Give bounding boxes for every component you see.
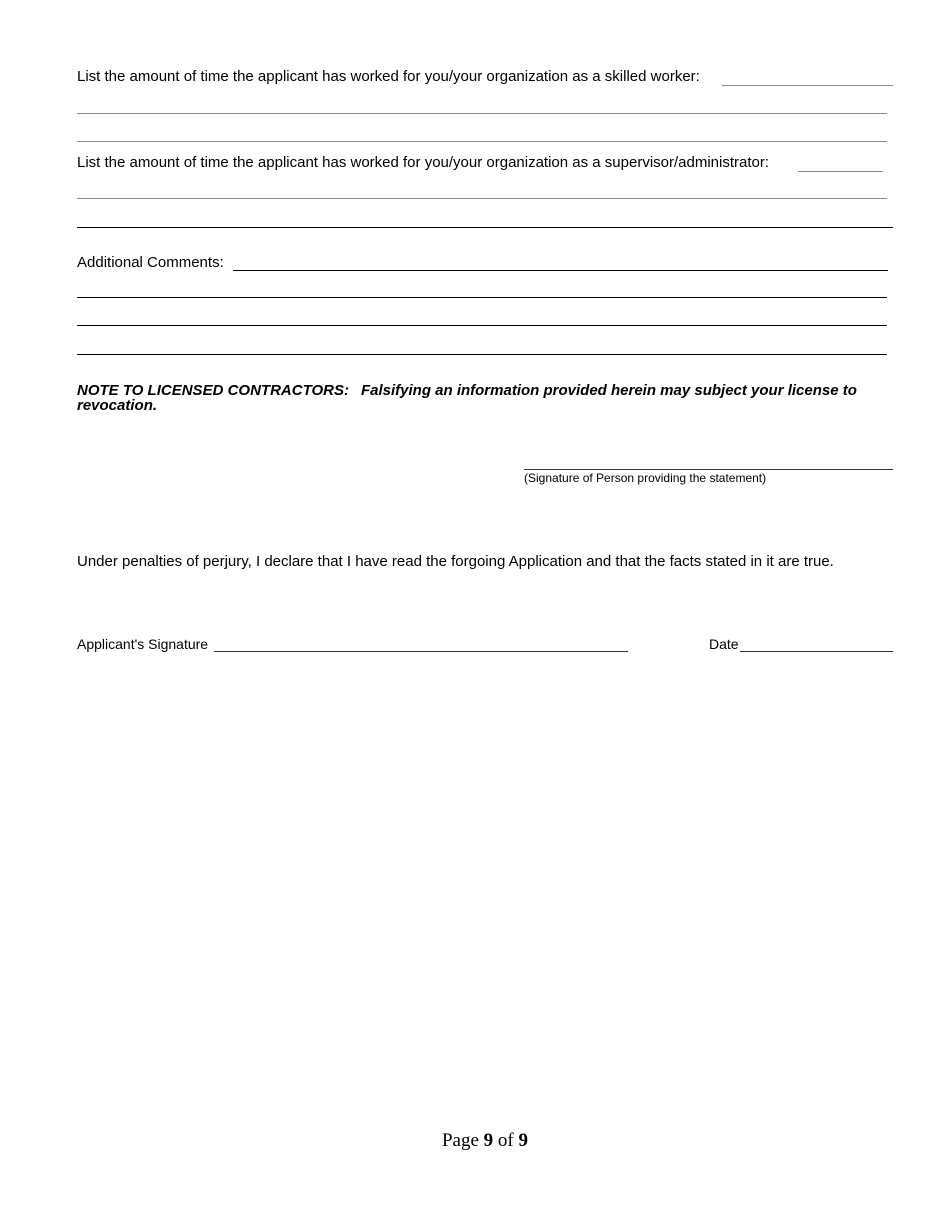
skilled-worker-label: List the amount of time the applicant has worked for you/your organization as a skilled worker: — [77, 68, 700, 85]
perjury-declaration: Under penalties of perjury, I declare that I have read the forgoing Application and that the facts stated in it are true. — [77, 553, 834, 570]
note-body: Falsifying an information provided herein may subject your license to revocation. — [77, 382, 857, 414]
skilled-worker-answer-line-3[interactable] — [77, 141, 887, 142]
skilled-worker-question — [77, 68, 700, 86]
comments-line-4[interactable] — [77, 354, 887, 355]
contractor-note — [77, 383, 893, 413]
comments-line-1[interactable] — [233, 270, 888, 271]
supervisor-answer-line[interactable] — [798, 171, 883, 172]
comments-label: Additional Comments: — [77, 254, 224, 271]
supervisor-question — [77, 154, 769, 172]
statement-signature-caption: (Signature of Person providing the statement) — [524, 471, 767, 485]
comments-row — [77, 254, 224, 272]
statement-signature-line[interactable] — [524, 469, 893, 470]
page-footer — [0, 1130, 950, 1152]
note-heading: NOTE TO LICENSED CONTRACTORS: — [77, 382, 349, 399]
date-label: Date — [709, 636, 739, 652]
comments-line-2[interactable] — [77, 297, 887, 298]
date-line[interactable] — [740, 651, 893, 652]
supervisor-answer-line-2[interactable] — [77, 198, 887, 199]
page-word: Page — [441, 1130, 479, 1151]
supervisor-label: List the amount of time the applicant has worked for you/your organization as a supervisor/administrator: — [77, 154, 770, 171]
skilled-worker-answer-line[interactable] — [722, 85, 893, 86]
applicant-signature-label: Applicant's Signature — [77, 636, 209, 652]
of-word: of — [497, 1130, 514, 1151]
applicant-signature-line[interactable] — [214, 651, 628, 652]
total-pages-number: 9 — [518, 1130, 528, 1151]
skilled-worker-answer-line-2[interactable] — [77, 113, 887, 114]
section-divider — [77, 227, 893, 228]
current-page-number: 9 — [483, 1130, 494, 1151]
comments-line-3[interactable] — [77, 325, 887, 326]
